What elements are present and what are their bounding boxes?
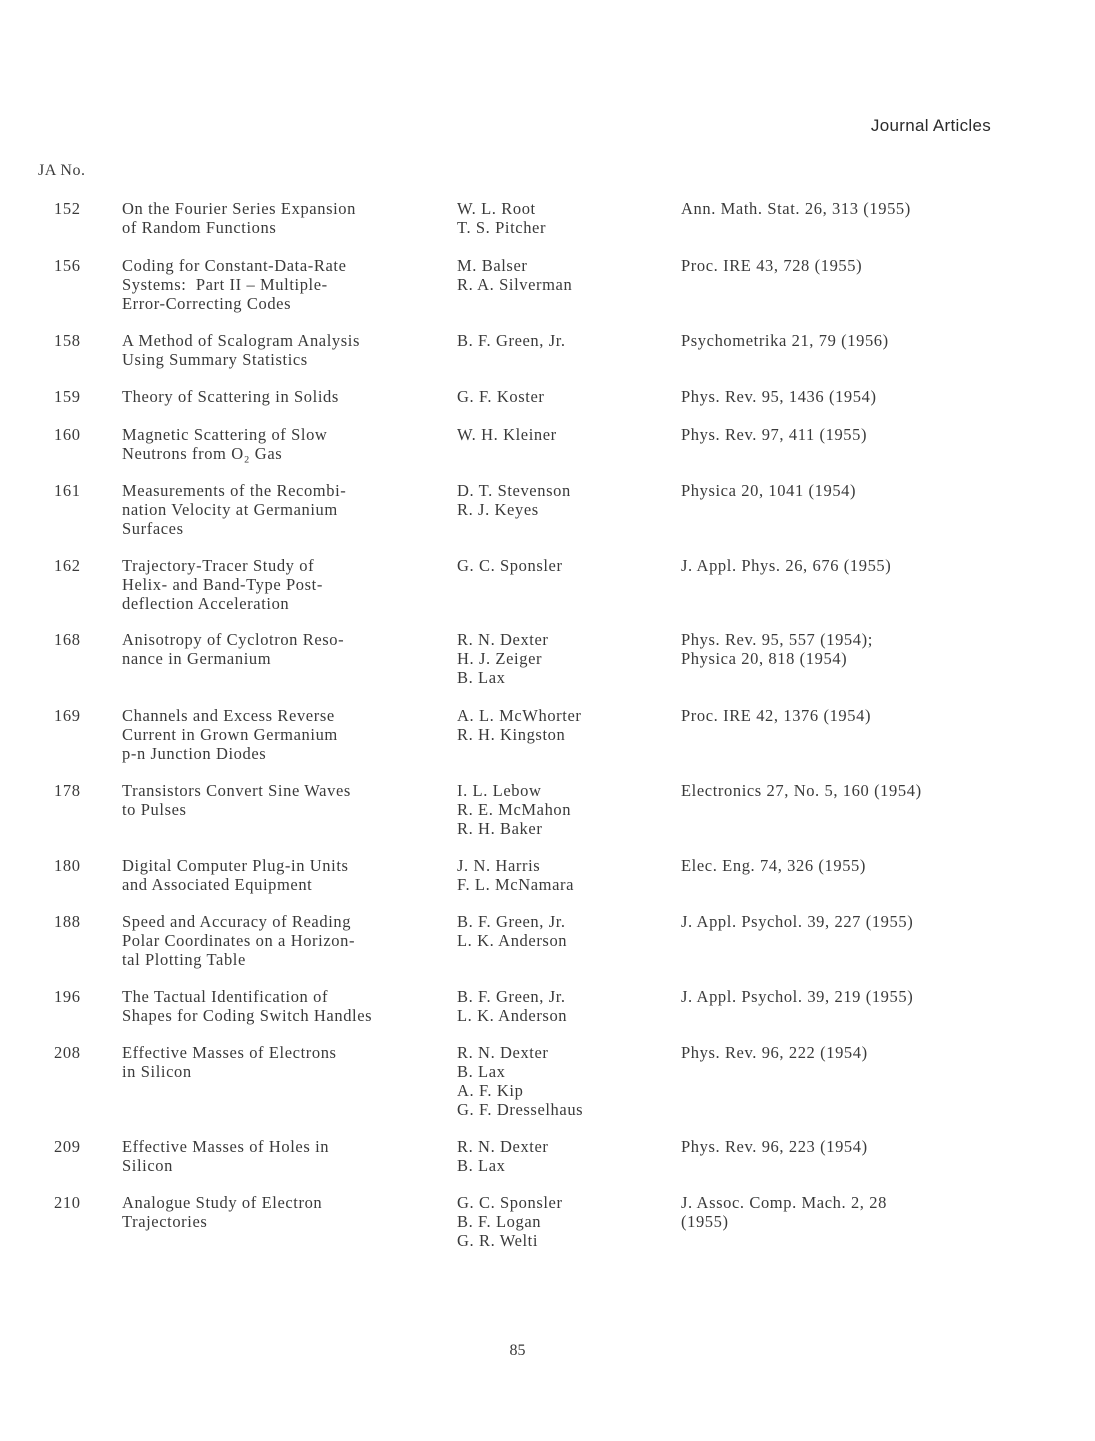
article-row bbox=[0, 987, 1095, 1043]
article-row bbox=[0, 199, 1095, 256]
article-authors: W. H. Kleiner bbox=[457, 425, 557, 444]
article-reference: Proc. IRE 42, 1376 (1954) bbox=[681, 706, 872, 725]
article-row bbox=[0, 781, 1095, 856]
article-number: 169 bbox=[54, 706, 81, 725]
article-title: Measurements of the Recombi- nation Velocity at Germanium Surfaces bbox=[122, 481, 347, 538]
article-number: 196 bbox=[54, 987, 81, 1006]
article-authors: W. L. Root T. S. Pitcher bbox=[457, 199, 547, 237]
article-authors: M. Balser R. A. Silverman bbox=[457, 256, 573, 294]
page-number: 85 bbox=[509, 1342, 526, 1359]
article-title: Speed and Accuracy of Reading Polar Coordinates on a Horizon- tal Plotting Table bbox=[122, 912, 356, 969]
article-authors: G. C. Sponsler bbox=[457, 556, 563, 575]
article-title: Effective Masses of Electrons in Silicon bbox=[122, 1043, 337, 1081]
article-reference: Phys. Rev. 96, 223 (1954) bbox=[681, 1137, 868, 1156]
article-row bbox=[0, 331, 1095, 387]
article-number: 160 bbox=[54, 425, 81, 444]
article-reference: J. Appl. Psychol. 39, 219 (1955) bbox=[681, 987, 914, 1006]
article-number: 208 bbox=[54, 1043, 81, 1062]
article-authors: A. L. McWhorter R. H. Kingston bbox=[457, 706, 582, 744]
article-authors: R. N. Dexter B. Lax A. F. Kip G. F. Dresselhaus bbox=[457, 1043, 584, 1119]
article-reference: Electronics 27, No. 5, 160 (1954) bbox=[681, 781, 922, 800]
article-row bbox=[0, 630, 1095, 706]
article-number: 209 bbox=[54, 1137, 81, 1156]
article-authors: R. N. Dexter B. Lax bbox=[457, 1137, 549, 1175]
article-title: Magnetic Scattering of Slow Neutrons from O₂ Gas bbox=[122, 425, 328, 463]
article-title: Coding for Constant-Data-Rate Systems: Part II – Multiple- Error-Correcting Codes bbox=[122, 256, 347, 313]
article-authors: B. F. Green, Jr. bbox=[457, 331, 566, 350]
article-title: Analogue Study of Electron Trajectories bbox=[122, 1193, 323, 1231]
article-number: 178 bbox=[54, 781, 81, 800]
article-number: 152 bbox=[54, 199, 81, 218]
article-reference: Proc. IRE 43, 728 (1955) bbox=[681, 256, 863, 275]
article-row bbox=[0, 425, 1095, 481]
article-number: 161 bbox=[54, 481, 81, 500]
article-authors: R. N. Dexter H. J. Zeiger B. Lax bbox=[457, 630, 549, 687]
article-title: Channels and Excess Reverse Current in Grown Germanium p-n Junction Diodes bbox=[122, 706, 338, 763]
article-title: Digital Computer Plug-in Units and Associated Equipment bbox=[122, 856, 349, 894]
article-number: 168 bbox=[54, 630, 81, 649]
article-row bbox=[0, 387, 1095, 425]
article-row bbox=[0, 1193, 1095, 1253]
article-row bbox=[0, 856, 1095, 912]
article-number: 162 bbox=[54, 556, 81, 575]
article-reference: J. Appl. Psychol. 39, 227 (1955) bbox=[681, 912, 914, 931]
article-number: 159 bbox=[54, 387, 81, 406]
column-header-ja-no: JA No. bbox=[38, 162, 86, 179]
article-row bbox=[0, 481, 1095, 556]
article-number: 156 bbox=[54, 256, 81, 275]
article-number: 210 bbox=[54, 1193, 81, 1212]
article-row bbox=[0, 256, 1095, 331]
article-authors: D. T. Stevenson R. J. Keyes bbox=[457, 481, 571, 519]
article-reference: Phys. Rev. 96, 222 (1954) bbox=[681, 1043, 868, 1062]
article-authors: B. F. Green, Jr. L. K. Anderson bbox=[457, 912, 568, 950]
article-row bbox=[0, 706, 1095, 781]
article-number: 180 bbox=[54, 856, 81, 875]
article-title: Anisotropy of Cyclotron Reso- nance in Germanium bbox=[122, 630, 345, 668]
article-authors: G. C. Sponsler B. F. Logan G. R. Welti bbox=[457, 1193, 563, 1250]
article-number: 188 bbox=[54, 912, 81, 931]
article-row bbox=[0, 1137, 1095, 1193]
article-authors: B. F. Green, Jr. L. K. Anderson bbox=[457, 987, 568, 1025]
article-reference: Phys. Rev. 95, 1436 (1954) bbox=[681, 387, 877, 406]
article-authors: I. L. Lebow R. E. McMahon R. H. Baker bbox=[457, 781, 572, 838]
article-reference: Physica 20, 1041 (1954) bbox=[681, 481, 857, 500]
article-title: A Method of Scalogram Analysis Using Summary Statistics bbox=[122, 331, 360, 369]
article-title: The Tactual Identification of Shapes for Coding Switch Handles bbox=[122, 987, 373, 1025]
article-reference: Psychometrika 21, 79 (1956) bbox=[681, 331, 889, 350]
article-title: Theory of Scattering in Solids bbox=[122, 387, 339, 406]
article-row bbox=[0, 1043, 1095, 1137]
article-title: Effective Masses of Holes in Silicon bbox=[122, 1137, 330, 1175]
article-number: 158 bbox=[54, 331, 81, 350]
article-reference: Ann. Math. Stat. 26, 313 (1955) bbox=[681, 199, 911, 218]
articles-list bbox=[0, 199, 1095, 1253]
article-title: On the Fourier Series Expansion of Random Functions bbox=[122, 199, 356, 237]
article-title: Transistors Convert Sine Waves to Pulses bbox=[122, 781, 351, 819]
article-reference: J. Assoc. Comp. Mach. 2, 28 (1955) bbox=[681, 1193, 887, 1231]
article-reference: Phys. Rev. 95, 557 (1954); Physica 20, 818 (1954) bbox=[681, 630, 873, 668]
article-reference: Elec. Eng. 74, 326 (1955) bbox=[681, 856, 867, 875]
page-header: Journal Articles bbox=[870, 116, 991, 135]
article-row bbox=[0, 556, 1095, 630]
article-authors: G. F. Koster bbox=[457, 387, 545, 406]
article-reference: Phys. Rev. 97, 411 (1955) bbox=[681, 425, 868, 444]
article-row bbox=[0, 912, 1095, 987]
article-authors: J. N. Harris F. L. McNamara bbox=[457, 856, 575, 894]
article-title: Trajectory-Tracer Study of Helix- and Band-Type Post- deflection Acceleration bbox=[122, 556, 323, 613]
article-reference: J. Appl. Phys. 26, 676 (1955) bbox=[681, 556, 892, 575]
